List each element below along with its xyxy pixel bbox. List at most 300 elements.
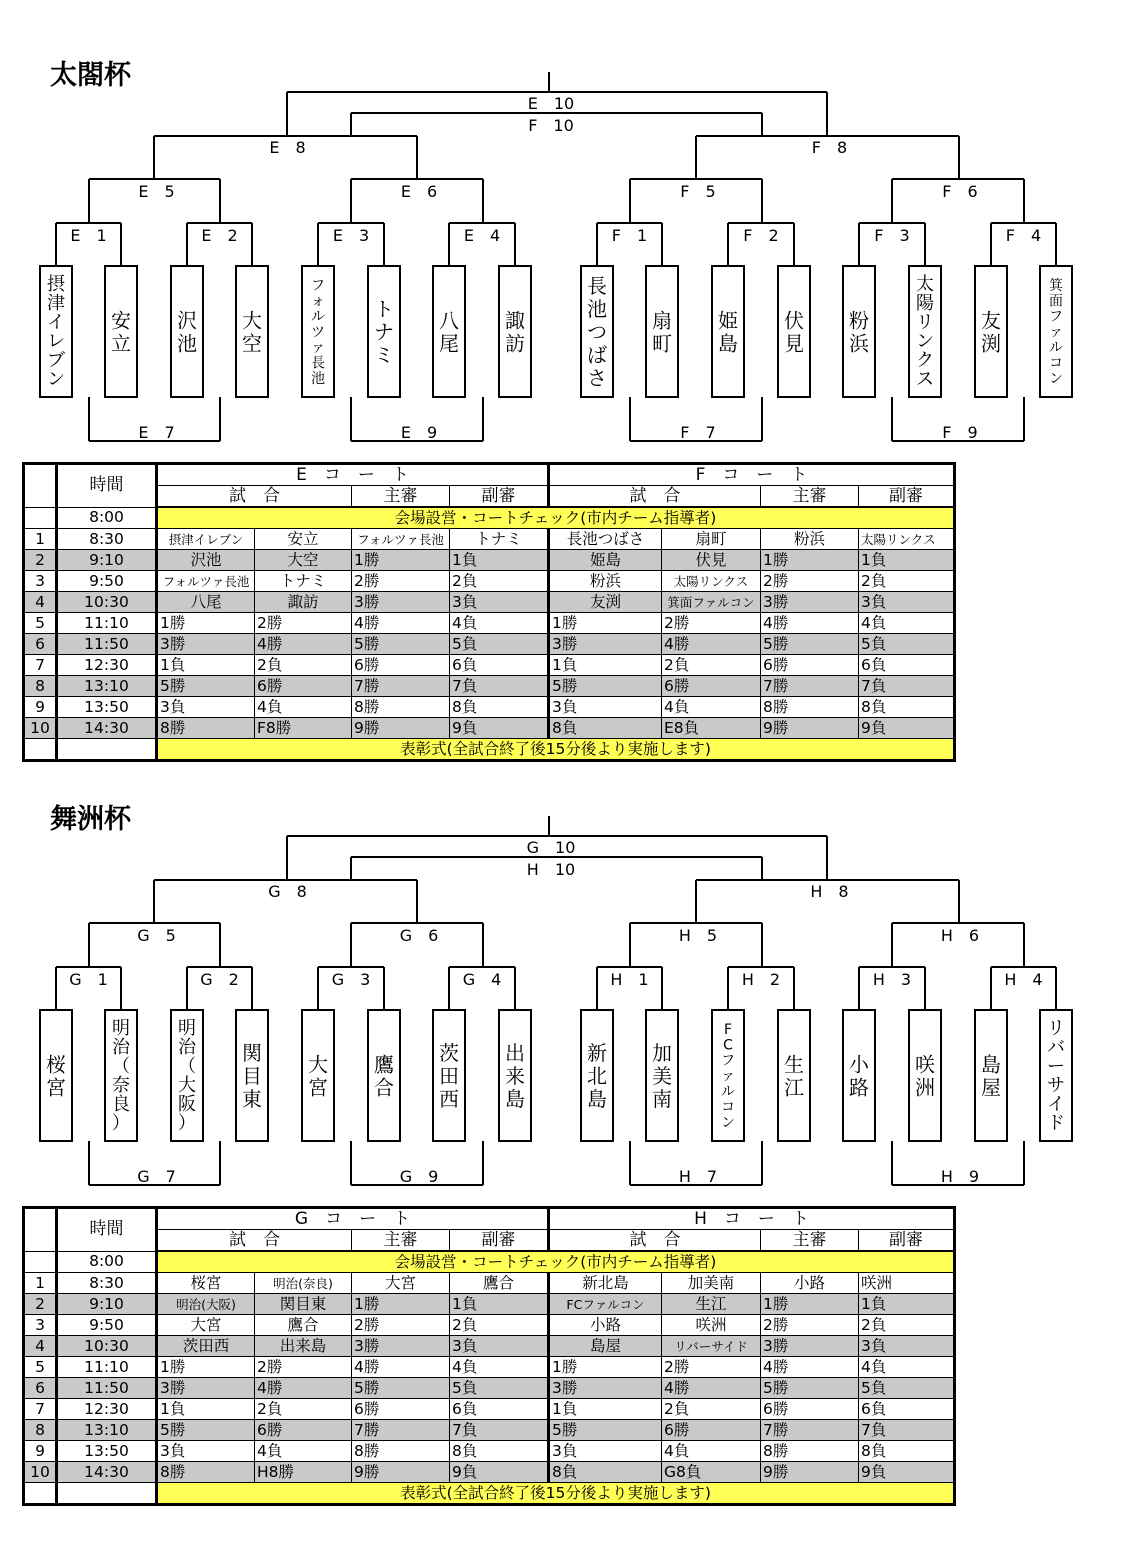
match-header: 試 合	[549, 1230, 761, 1252]
row-number: 3	[24, 1315, 57, 1336]
match-cell: 8勝	[352, 697, 450, 718]
match-cell: H8勝	[255, 1462, 352, 1483]
row-number: 10	[24, 1462, 57, 1483]
time-cell: 11:10	[57, 613, 157, 634]
time-cell: 13:10	[57, 1420, 157, 1441]
match-cell: 関目東	[255, 1294, 352, 1315]
match-cell: 9負	[450, 1462, 549, 1483]
match-cell: 2勝	[761, 571, 859, 592]
match-cell: 6勝	[761, 655, 859, 676]
team-name: 咲洲	[915, 1052, 935, 1100]
table-row	[24, 529, 955, 550]
match-header: 試 合	[157, 486, 352, 508]
match-label-quarter: F 6	[942, 182, 978, 201]
row-number: 8	[24, 1420, 57, 1441]
row-number: 2	[24, 550, 57, 571]
match-cell: 諏訪	[255, 592, 352, 613]
time-cell: 10:30	[57, 592, 157, 613]
match-label-first: G 1	[69, 970, 108, 989]
match-label-lower: H 7	[678, 1167, 718, 1186]
match-cell: 大宮	[157, 1315, 255, 1336]
section-title: 舞洲杯	[50, 804, 131, 835]
time-cell: 8:30	[57, 1273, 157, 1294]
match-cell: 8負	[450, 1441, 549, 1462]
match-cell: 5負	[450, 634, 549, 655]
row-number	[24, 1483, 57, 1505]
match-label-final: F 10	[528, 116, 574, 135]
row-number	[24, 1251, 57, 1273]
table-row	[24, 1336, 955, 1357]
match-cell: 1負	[450, 1294, 549, 1315]
time-cell: 11:50	[57, 1378, 157, 1399]
team-name: 鷹合	[374, 1052, 394, 1100]
match-cell: 7負	[450, 1420, 549, 1441]
match-cell: F8勝	[255, 718, 352, 739]
match-cell: 9負	[450, 718, 549, 739]
match-cell: フォルツァ長池	[157, 571, 255, 592]
match-cell: 8負	[549, 718, 662, 739]
section-title: 太閤杯	[50, 60, 131, 91]
match-cell: 9勝	[761, 1462, 859, 1483]
team-name: 安立	[111, 308, 131, 356]
row-number: 4	[24, 592, 57, 613]
match-label-final: H 10	[526, 860, 576, 879]
match-cell: 1負	[859, 1294, 955, 1315]
time-cell: 14:30	[57, 718, 157, 739]
court-header: F コ ー ト	[549, 464, 955, 486]
table-row	[24, 507, 955, 529]
row-number: 9	[24, 697, 57, 718]
match-cell: 姫島	[549, 550, 662, 571]
match-cell: 4勝	[255, 634, 352, 655]
referee-header: 主審	[352, 1230, 450, 1252]
table-row	[24, 655, 955, 676]
team-name: 友渕	[981, 308, 1001, 356]
match-cell: 摂津イレブン	[157, 529, 255, 550]
time-cell: 14:30	[57, 1462, 157, 1483]
team-name: 新北島	[587, 1040, 607, 1111]
match-cell: 太陽リンクス	[662, 571, 761, 592]
match-cell: 8負	[859, 697, 955, 718]
match-label-first: H 4	[1004, 970, 1043, 989]
table-row	[24, 1315, 955, 1336]
match-cell: 6勝	[761, 1399, 859, 1420]
time-cell: 8:00	[57, 1251, 157, 1273]
table-row	[24, 613, 955, 634]
team-name: トナミ	[374, 296, 394, 367]
assistant-header: 副審	[450, 1230, 549, 1252]
match-cell: 3負	[157, 697, 255, 718]
match-cell: 4負	[662, 1441, 761, 1462]
match-cell: 2負	[859, 1315, 955, 1336]
match-label-first: E 3	[332, 226, 370, 245]
match-cell: 8負	[450, 697, 549, 718]
row-number: 1	[24, 529, 57, 550]
match-cell: 3勝	[157, 634, 255, 655]
team-name: 箕面ファルコン	[1049, 277, 1063, 387]
match-cell: 4負	[859, 1357, 955, 1378]
match-cell: 大宮	[352, 1273, 450, 1294]
row-number: 9	[24, 1441, 57, 1462]
match-cell: 5勝	[549, 1420, 662, 1441]
match-cell: 6勝	[255, 676, 352, 697]
time-cell: 13:50	[57, 1441, 157, 1462]
match-cell: 扇町	[662, 529, 761, 550]
match-cell: 小路	[761, 1273, 859, 1294]
ceremony-banner: 表彰式(全試合終了後15分後より実施します)	[157, 739, 955, 761]
team-name: 明治（大阪）	[178, 1018, 196, 1135]
match-cell: 3勝	[352, 1336, 450, 1357]
row-number: 7	[24, 1399, 57, 1420]
match-cell: 新北島	[549, 1273, 662, 1294]
match-label-semi: F 8	[811, 138, 848, 157]
match-cell: 8勝	[761, 1441, 859, 1462]
match-cell: 1負	[549, 655, 662, 676]
match-cell: 5勝	[352, 634, 450, 655]
match-label-first: G 4	[462, 970, 502, 989]
referee-header: 主審	[761, 486, 859, 508]
match-cell: 4負	[255, 697, 352, 718]
match-cell: 3勝	[761, 592, 859, 613]
match-label-quarter: H 6	[940, 926, 980, 945]
time-header: 時間	[57, 464, 157, 508]
match-cell: 4勝	[662, 634, 761, 655]
match-cell: 4勝	[761, 1357, 859, 1378]
time-cell: 13:10	[57, 676, 157, 697]
match-cell: 6勝	[352, 1399, 450, 1420]
row-number: 5	[24, 613, 57, 634]
table-row	[24, 486, 955, 508]
match-cell: 3勝	[157, 1378, 255, 1399]
team-name: 生江	[784, 1052, 804, 1100]
match-cell: 3勝	[549, 1378, 662, 1399]
table-row	[24, 1462, 955, 1483]
court-header: G コ ー ト	[157, 1208, 549, 1230]
team-name: 摂津イレブン	[47, 274, 65, 391]
team-name: 粉浜	[849, 308, 869, 356]
match-cell: 長池つばさ	[549, 529, 662, 550]
match-cell: 2負	[450, 1315, 549, 1336]
table-row	[24, 1420, 955, 1441]
match-cell: 4勝	[352, 1357, 450, 1378]
row-number: 10	[24, 718, 57, 739]
match-cell: 5勝	[157, 1420, 255, 1441]
time-cell: 9:50	[57, 571, 157, 592]
match-cell: 大空	[255, 550, 352, 571]
match-cell: トナミ	[255, 571, 352, 592]
match-label-final: E 10	[527, 94, 575, 113]
tournament-bracket	[0, 0, 1140, 460]
table-row	[24, 571, 955, 592]
assistant-header: 副審	[450, 486, 549, 508]
ceremony-banner: 表彰式(全試合終了後15分後より実施します)	[157, 1483, 955, 1505]
time-cell: 11:10	[57, 1357, 157, 1378]
match-label-first: E 2	[201, 226, 238, 245]
match-cell: 2負	[662, 655, 761, 676]
match-label-final: G 10	[526, 838, 576, 857]
match-cell: 8勝	[157, 1462, 255, 1483]
match-cell: 7勝	[761, 676, 859, 697]
match-cell: 3負	[859, 1336, 955, 1357]
row-number: 3	[24, 571, 57, 592]
match-cell: 太陽リンクス	[859, 529, 955, 550]
match-cell: 9負	[859, 1462, 955, 1483]
match-cell: 2勝	[255, 1357, 352, 1378]
assistant-header: 副審	[859, 486, 955, 508]
row-number: 7	[24, 655, 57, 676]
match-cell: 5負	[859, 1378, 955, 1399]
match-cell: 5負	[450, 1378, 549, 1399]
match-cell: 1勝	[549, 1357, 662, 1378]
match-label-first: G 2	[200, 970, 239, 989]
match-cell: 粉浜	[761, 529, 859, 550]
table-row	[24, 1208, 955, 1230]
match-cell: 7負	[859, 1420, 955, 1441]
table-row	[24, 634, 955, 655]
team-name: 太陽リンクス	[916, 274, 934, 391]
team-name: 長池つばさ	[587, 273, 607, 390]
match-cell: 1負	[549, 1399, 662, 1420]
court-header: E コ ー ト	[157, 464, 549, 486]
match-label-quarter: G 5	[137, 926, 176, 945]
table-row	[24, 1483, 955, 1505]
table-row	[24, 550, 955, 571]
team-name: 扇町	[652, 308, 672, 356]
match-cell: 明治(大阪)	[157, 1294, 255, 1315]
row-number	[24, 507, 57, 529]
match-cell: 9負	[859, 718, 955, 739]
team-name: 島屋	[981, 1052, 1001, 1100]
match-label-lower: H 9	[940, 1167, 980, 1186]
match-label-first: F 2	[743, 226, 779, 245]
match-cell: 8勝	[157, 718, 255, 739]
match-cell: 5勝	[761, 634, 859, 655]
time-cell: 8:00	[57, 507, 157, 529]
match-cell: 8勝	[761, 697, 859, 718]
match-cell: 8負	[859, 1441, 955, 1462]
row-number: 4	[24, 1336, 57, 1357]
team-name: 沢池	[177, 308, 197, 356]
time-cell: 8:30	[57, 529, 157, 550]
table-row	[24, 1357, 955, 1378]
time-cell	[57, 1483, 157, 1505]
match-label-first: E 4	[463, 226, 501, 245]
match-cell: 茨田西	[157, 1336, 255, 1357]
team-name: 大宮	[308, 1052, 328, 1100]
match-cell: 5勝	[157, 676, 255, 697]
match-cell: 4負	[450, 613, 549, 634]
match-label-first: H 3	[872, 970, 912, 989]
match-cell: トナミ	[450, 529, 549, 550]
match-cell: 1勝	[157, 1357, 255, 1378]
time-cell: 9:10	[57, 1294, 157, 1315]
match-label-quarter: E 5	[138, 182, 175, 201]
match-cell: 3負	[450, 1336, 549, 1357]
match-cell: フォルツァ長池	[352, 529, 450, 550]
match-cell: 4勝	[352, 613, 450, 634]
match-cell: 1勝	[761, 1294, 859, 1315]
match-cell: 鷹合	[450, 1273, 549, 1294]
table-row	[24, 718, 955, 739]
match-cell: 7勝	[352, 676, 450, 697]
match-cell: 八尾	[157, 592, 255, 613]
match-cell: 安立	[255, 529, 352, 550]
team-name: 茨田西	[439, 1040, 459, 1111]
match-cell: 6勝	[662, 1420, 761, 1441]
match-label-first: F 4	[1005, 226, 1042, 245]
match-cell: 3負	[450, 592, 549, 613]
time-header: 時間	[57, 1208, 157, 1252]
match-cell: 1勝	[157, 613, 255, 634]
match-cell: 4負	[859, 613, 955, 634]
match-cell: 桜宮	[157, 1273, 255, 1294]
match-cell: リバーサイド	[662, 1336, 761, 1357]
match-cell: 2勝	[662, 1357, 761, 1378]
match-header: 試 合	[549, 486, 761, 508]
match-cell: 2負	[255, 1399, 352, 1420]
match-cell: 咲洲	[859, 1273, 955, 1294]
referee-header: 主審	[761, 1230, 859, 1252]
match-cell: 6負	[859, 655, 955, 676]
match-cell: FCファルコン	[549, 1294, 662, 1315]
match-cell: 6負	[450, 1399, 549, 1420]
match-label-first: F 3	[874, 226, 910, 245]
team-name: 伏見	[784, 308, 804, 356]
referee-header: 主審	[352, 486, 450, 508]
match-cell: 5勝	[549, 676, 662, 697]
table-row	[24, 1273, 955, 1294]
setup-banner: 会場設営・コートチェック(市内チーム指導者)	[157, 1251, 955, 1273]
match-cell: 友渕	[549, 592, 662, 613]
match-cell: 3負	[859, 592, 955, 613]
match-cell: 6負	[859, 1399, 955, 1420]
match-cell: 3負	[157, 1441, 255, 1462]
match-cell: 2勝	[255, 613, 352, 634]
time-cell: 11:50	[57, 634, 157, 655]
row-number: 2	[24, 1294, 57, 1315]
match-cell: 2負	[450, 571, 549, 592]
match-cell: 2負	[255, 655, 352, 676]
court-header: H コ ー ト	[549, 1208, 955, 1230]
match-cell: 5負	[859, 634, 955, 655]
match-cell: 小路	[549, 1315, 662, 1336]
table-row	[24, 1378, 955, 1399]
match-cell: 9勝	[352, 1462, 450, 1483]
time-cell: 9:50	[57, 1315, 157, 1336]
assistant-header: 副審	[859, 1230, 955, 1252]
match-cell: 4勝	[255, 1378, 352, 1399]
match-cell: 9勝	[352, 718, 450, 739]
match-cell: 3勝	[761, 1336, 859, 1357]
match-cell: 4負	[662, 697, 761, 718]
match-cell: 1負	[157, 1399, 255, 1420]
team-name: リバーサイド	[1047, 1018, 1065, 1135]
match-label-quarter: H 5	[678, 926, 718, 945]
match-cell: 1勝	[352, 1294, 450, 1315]
match-cell: 7勝	[352, 1420, 450, 1441]
row-number: 6	[24, 634, 57, 655]
team-name: フォルツァ長池	[311, 277, 325, 387]
match-label-first: H 2	[741, 970, 781, 989]
table-row	[24, 676, 955, 697]
schedule-table	[22, 1206, 956, 1506]
match-label-lower: E 7	[138, 423, 175, 442]
match-cell: 粉浜	[549, 571, 662, 592]
match-cell: 1負	[450, 550, 549, 571]
row-number: 6	[24, 1378, 57, 1399]
match-cell: 沢池	[157, 550, 255, 571]
match-cell: 1勝	[549, 613, 662, 634]
schedule-table	[22, 462, 956, 762]
time-cell: 10:30	[57, 1336, 157, 1357]
match-cell: 9勝	[761, 718, 859, 739]
match-cell: 2勝	[662, 613, 761, 634]
match-label-quarter: G 6	[399, 926, 439, 945]
tournament-bracket	[0, 744, 1140, 1204]
match-cell: 1負	[157, 655, 255, 676]
team-name: 諏訪	[505, 308, 525, 356]
team-name: 関目東	[242, 1040, 262, 1111]
match-label-first: G 3	[331, 970, 371, 989]
match-cell: 咲洲	[662, 1315, 761, 1336]
match-cell: 8勝	[352, 1441, 450, 1462]
team-name: 八尾	[439, 308, 459, 356]
team-name: 大空	[242, 308, 262, 356]
match-label-lower: G 7	[137, 1167, 176, 1186]
match-cell: 加美南	[662, 1273, 761, 1294]
table-row	[24, 1251, 955, 1273]
match-cell: 出来島	[255, 1336, 352, 1357]
match-cell: 鷹合	[255, 1315, 352, 1336]
match-cell: 7負	[450, 676, 549, 697]
team-name: 出来島	[505, 1040, 525, 1111]
match-cell: G8負	[662, 1462, 761, 1483]
match-cell: 1勝	[761, 550, 859, 571]
time-cell: 9:10	[57, 550, 157, 571]
match-cell: 5勝	[761, 1378, 859, 1399]
match-cell: 7負	[859, 676, 955, 697]
match-cell: 3負	[549, 1441, 662, 1462]
table-row	[24, 1441, 955, 1462]
match-cell: 3勝	[352, 592, 450, 613]
team-name: 姫島	[718, 308, 738, 356]
match-cell: 4負	[450, 1357, 549, 1378]
team-name: 小路	[849, 1052, 869, 1100]
match-label-semi: H 8	[810, 882, 849, 901]
team-name: F C ファルコン	[721, 1021, 735, 1131]
match-cell: 2負	[859, 571, 955, 592]
team-name: 桜宮	[46, 1052, 66, 1100]
match-label-quarter: E 6	[400, 182, 438, 201]
match-cell: 2勝	[352, 571, 450, 592]
match-cell: 箕面ファルコン	[662, 592, 761, 613]
time-cell: 13:50	[57, 697, 157, 718]
match-label-semi: G 8	[268, 882, 307, 901]
match-cell: 3勝	[549, 634, 662, 655]
row-number: 8	[24, 676, 57, 697]
match-cell: 8負	[549, 1462, 662, 1483]
setup-banner: 会場設営・コートチェック(市内チーム指導者)	[157, 507, 955, 529]
match-label-quarter: F 5	[680, 182, 716, 201]
row-number-header	[24, 1208, 57, 1252]
match-label-lower: F 9	[942, 423, 978, 442]
team-name: 加美南	[652, 1040, 672, 1111]
match-cell: 3負	[549, 697, 662, 718]
match-cell: 4勝	[662, 1378, 761, 1399]
match-cell: 伏見	[662, 550, 761, 571]
match-cell: 明治(奈良)	[255, 1273, 352, 1294]
table-row	[24, 464, 955, 486]
